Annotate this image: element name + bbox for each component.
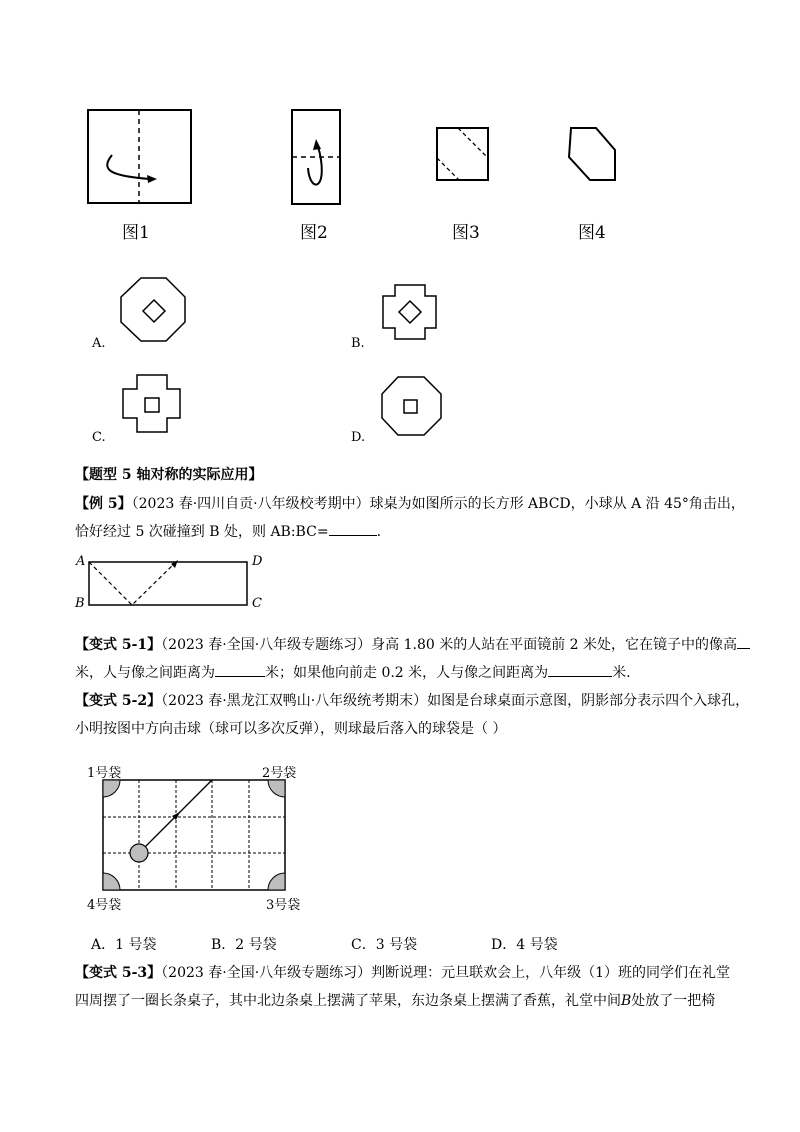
- variant52-line2: 小明按图中方向击球（球可以多次反弹），则球最后落入的球袋是（ ）: [75, 721, 507, 737]
- section-title: 【题型 5 轴对称的实际应用】: [75, 467, 263, 483]
- variant52-tag: 【变式 5-2】: [75, 693, 162, 709]
- option-c-label: C.: [92, 430, 106, 445]
- pocket-3-label: 3号袋: [266, 898, 301, 913]
- choice-b[interactable]: B．2 号袋: [211, 937, 277, 953]
- choice-c[interactable]: C．3 号袋: [351, 937, 418, 953]
- variant53-text2: 四周摆了一圈长条桌子，其中北边条桌上摆满了苹果，东边条桌上摆满了香蕉，礼堂中间: [75, 993, 621, 1009]
- option-a-label: A.: [92, 336, 106, 351]
- variant53-text2-end: 处放了一把椅: [631, 993, 716, 1009]
- example5-text1: （2023 春·四川自贡·八年级校考期中）球桌为如图所示的长方形 ABCD，小球从 A 沿 45°角击出，: [131, 496, 745, 512]
- variant53-var-b: B: [621, 993, 632, 1009]
- variant53-line1: [75, 962, 730, 984]
- corner-b: B: [75, 596, 85, 611]
- fig4-caption: 图4: [578, 223, 606, 243]
- choice-a[interactable]: A．1 号袋: [91, 937, 157, 953]
- pocket-1-label: 1号袋: [87, 766, 122, 781]
- variant53-line2: [75, 990, 715, 1012]
- variant51-text1: （2023 春·全国·八年级专题练习）身高 1.80 米的人站在平面镜前 2 米处，它在镜子中的像高: [161, 637, 738, 653]
- fig2-caption: 图2: [300, 223, 328, 243]
- variant51-text2c: 米.: [612, 665, 631, 681]
- corner-d: D: [252, 554, 263, 569]
- variant53-tag: 【变式 5-3】: [75, 965, 162, 981]
- pocket-4-label: 4号袋: [87, 898, 122, 913]
- choice-d[interactable]: D．4 号袋: [491, 937, 558, 953]
- variant51-text2b: 米；如果他向前走 0.2 米，人与像之间距离为: [265, 665, 549, 681]
- corner-c: C: [252, 596, 262, 611]
- pocket-2-label: 2号袋: [262, 766, 297, 781]
- variant52-text1: （2023 春·黑龙江双鸭山·八年级统考期末）如图是台球桌面示意图，阴影部分表示四个入球孔，: [161, 693, 750, 709]
- option-b-label: B.: [351, 336, 365, 351]
- variant51-tag: 【变式 5-1】: [75, 637, 162, 653]
- fig3-caption: 图3: [452, 223, 480, 243]
- corner-a: A: [76, 554, 86, 569]
- variant51-text2a: 米，人与像之间距离为: [75, 665, 215, 681]
- option-d-label: D.: [351, 430, 366, 445]
- variant53-text1: （2023 春·全国·八年级专题练习）判断说理：元旦联欢会上，八年级（1）班的同学们在礼堂: [161, 965, 731, 981]
- example5-tag: 【例 5】: [75, 496, 132, 512]
- example5-text2: 恰好经过 5 次碰撞到 B 处，则 AB:BC=: [75, 524, 329, 540]
- fig1-caption: 图1: [122, 223, 150, 243]
- example5-text2-end: .: [376, 524, 382, 540]
